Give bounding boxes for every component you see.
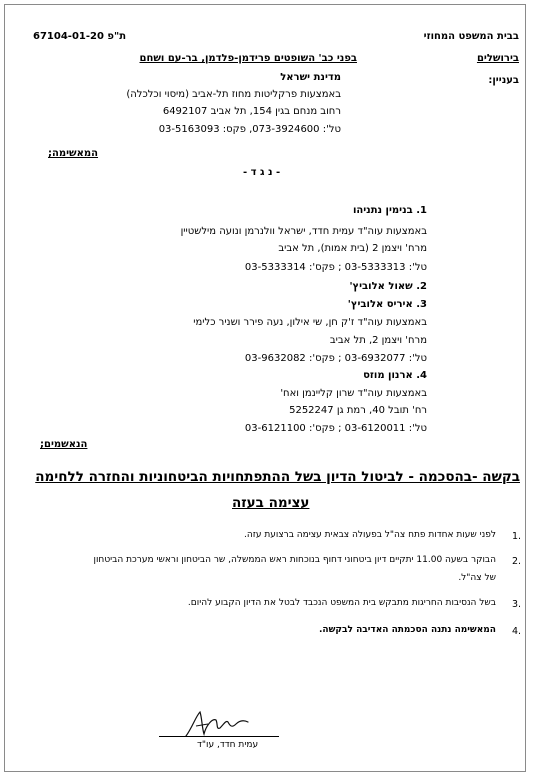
versus-label: - נ ג ד -: [243, 167, 281, 178]
item-1-number: 1.: [512, 531, 522, 542]
defendant-4-rep: באמצעות עוה"ד שרון קליינמן ואח': [280, 388, 427, 399]
defendant-2-name: 2. שאול אלוביץ': [349, 281, 427, 292]
signature-line: [159, 736, 279, 737]
item-4-text: המאשימה נתנה הסכמתה האדיבה לבקשה.: [318, 625, 496, 635]
prosecution-address: [163, 106, 341, 117]
item-2-text-line-1: הבוקר בשעה 11.00 יתקיים דיון ביטחוני דחוף בנוכחות ראש הממשלה, שר הביטחון וראשי מערכת הביטחון: [93, 555, 496, 565]
defendant-1-phone: טל': 03-5333313 ; פקס': 03-5333314: [244, 262, 427, 273]
court-city: בירושלים: [476, 53, 519, 64]
item-3-text: בשל הנסיבות החריגות מתבקש בית המשפט הנכבד לבטל את הדיון הקבוע להיום.: [187, 598, 496, 608]
address-zip: 6492107: [162, 106, 208, 117]
defendant-3-phone: טל': 03-6932077 ; פקס': 03-9632082: [244, 353, 427, 364]
prosecution-phone: טל': 073-3924600, פקס: 03-5163093: [158, 124, 341, 135]
prosecution-name: מדינת ישראל: [280, 72, 341, 83]
item-1-text: לפני שעות אחדות פתח צה"ל בפעולה צבאית עצימה ברצועת עזה.: [243, 530, 496, 540]
prosecution-role: המאשימה;: [48, 148, 99, 159]
signature-name: עמית חדד, עו"ד: [197, 740, 259, 750]
subject-label: בעניין:: [488, 75, 519, 86]
defendant-1-name: 1. בנימין נתניהו: [352, 205, 427, 216]
defendant-4-name: 4. ארנון מוזס: [363, 370, 427, 381]
defendant-4-address: רח' תובל 40, רמת גן 5252247: [289, 405, 427, 416]
address-street: רחוב מנחם בגין 154, תל אביב: [210, 106, 341, 117]
defendant-1-address: מרח' ויצמן 2 (בית אמות), תל אביב: [278, 243, 427, 254]
item-3-number: 3.: [512, 599, 522, 610]
document-page: [4, 4, 526, 772]
request-title-line-1: בקשה -בהסכמה - לביטול הדיון בשל ההתפתחויות הביטחוניות והחזרה ללחימה: [35, 469, 520, 485]
court-name: בבית המשפט המחוזי: [423, 31, 519, 42]
defendant-3-name: 3. איריס אלוביץ': [347, 299, 427, 310]
item-4-number: 4.: [512, 626, 522, 637]
defendants-role: הנאשמים;: [40, 439, 88, 450]
item-2-number: 2.: [512, 556, 522, 567]
request-title-line-2: עצימה בעזה: [232, 495, 310, 511]
defendant-3-rep: באמצעות עוה"ד ז'ק חן, שי אילון, נעה פירר ושניר כלימי: [193, 317, 427, 328]
case-number: ת"פ 67104-01-20: [33, 31, 127, 42]
item-2-text-line-2: של צה"ל.: [458, 573, 496, 583]
defendant-4-phone: טל': 03-6120011 ; פקס': 03-6121100: [244, 423, 427, 434]
defendant-3-address: מרח' ויצמן 2, תל אביב: [329, 335, 427, 346]
defendant-1-rep: באמצעות עוה"ד עמית חדד, ישראל וולנרמן ונועה מילשטיין: [180, 226, 427, 237]
prosecution-rep: באמצעות פרקליטות מחוז תל-אביב (מיסוי וכלכלה): [126, 89, 341, 100]
bench-line: בפני כב' השופטים פרידמן-פלדמן, בר-עם ושחם: [139, 53, 357, 64]
